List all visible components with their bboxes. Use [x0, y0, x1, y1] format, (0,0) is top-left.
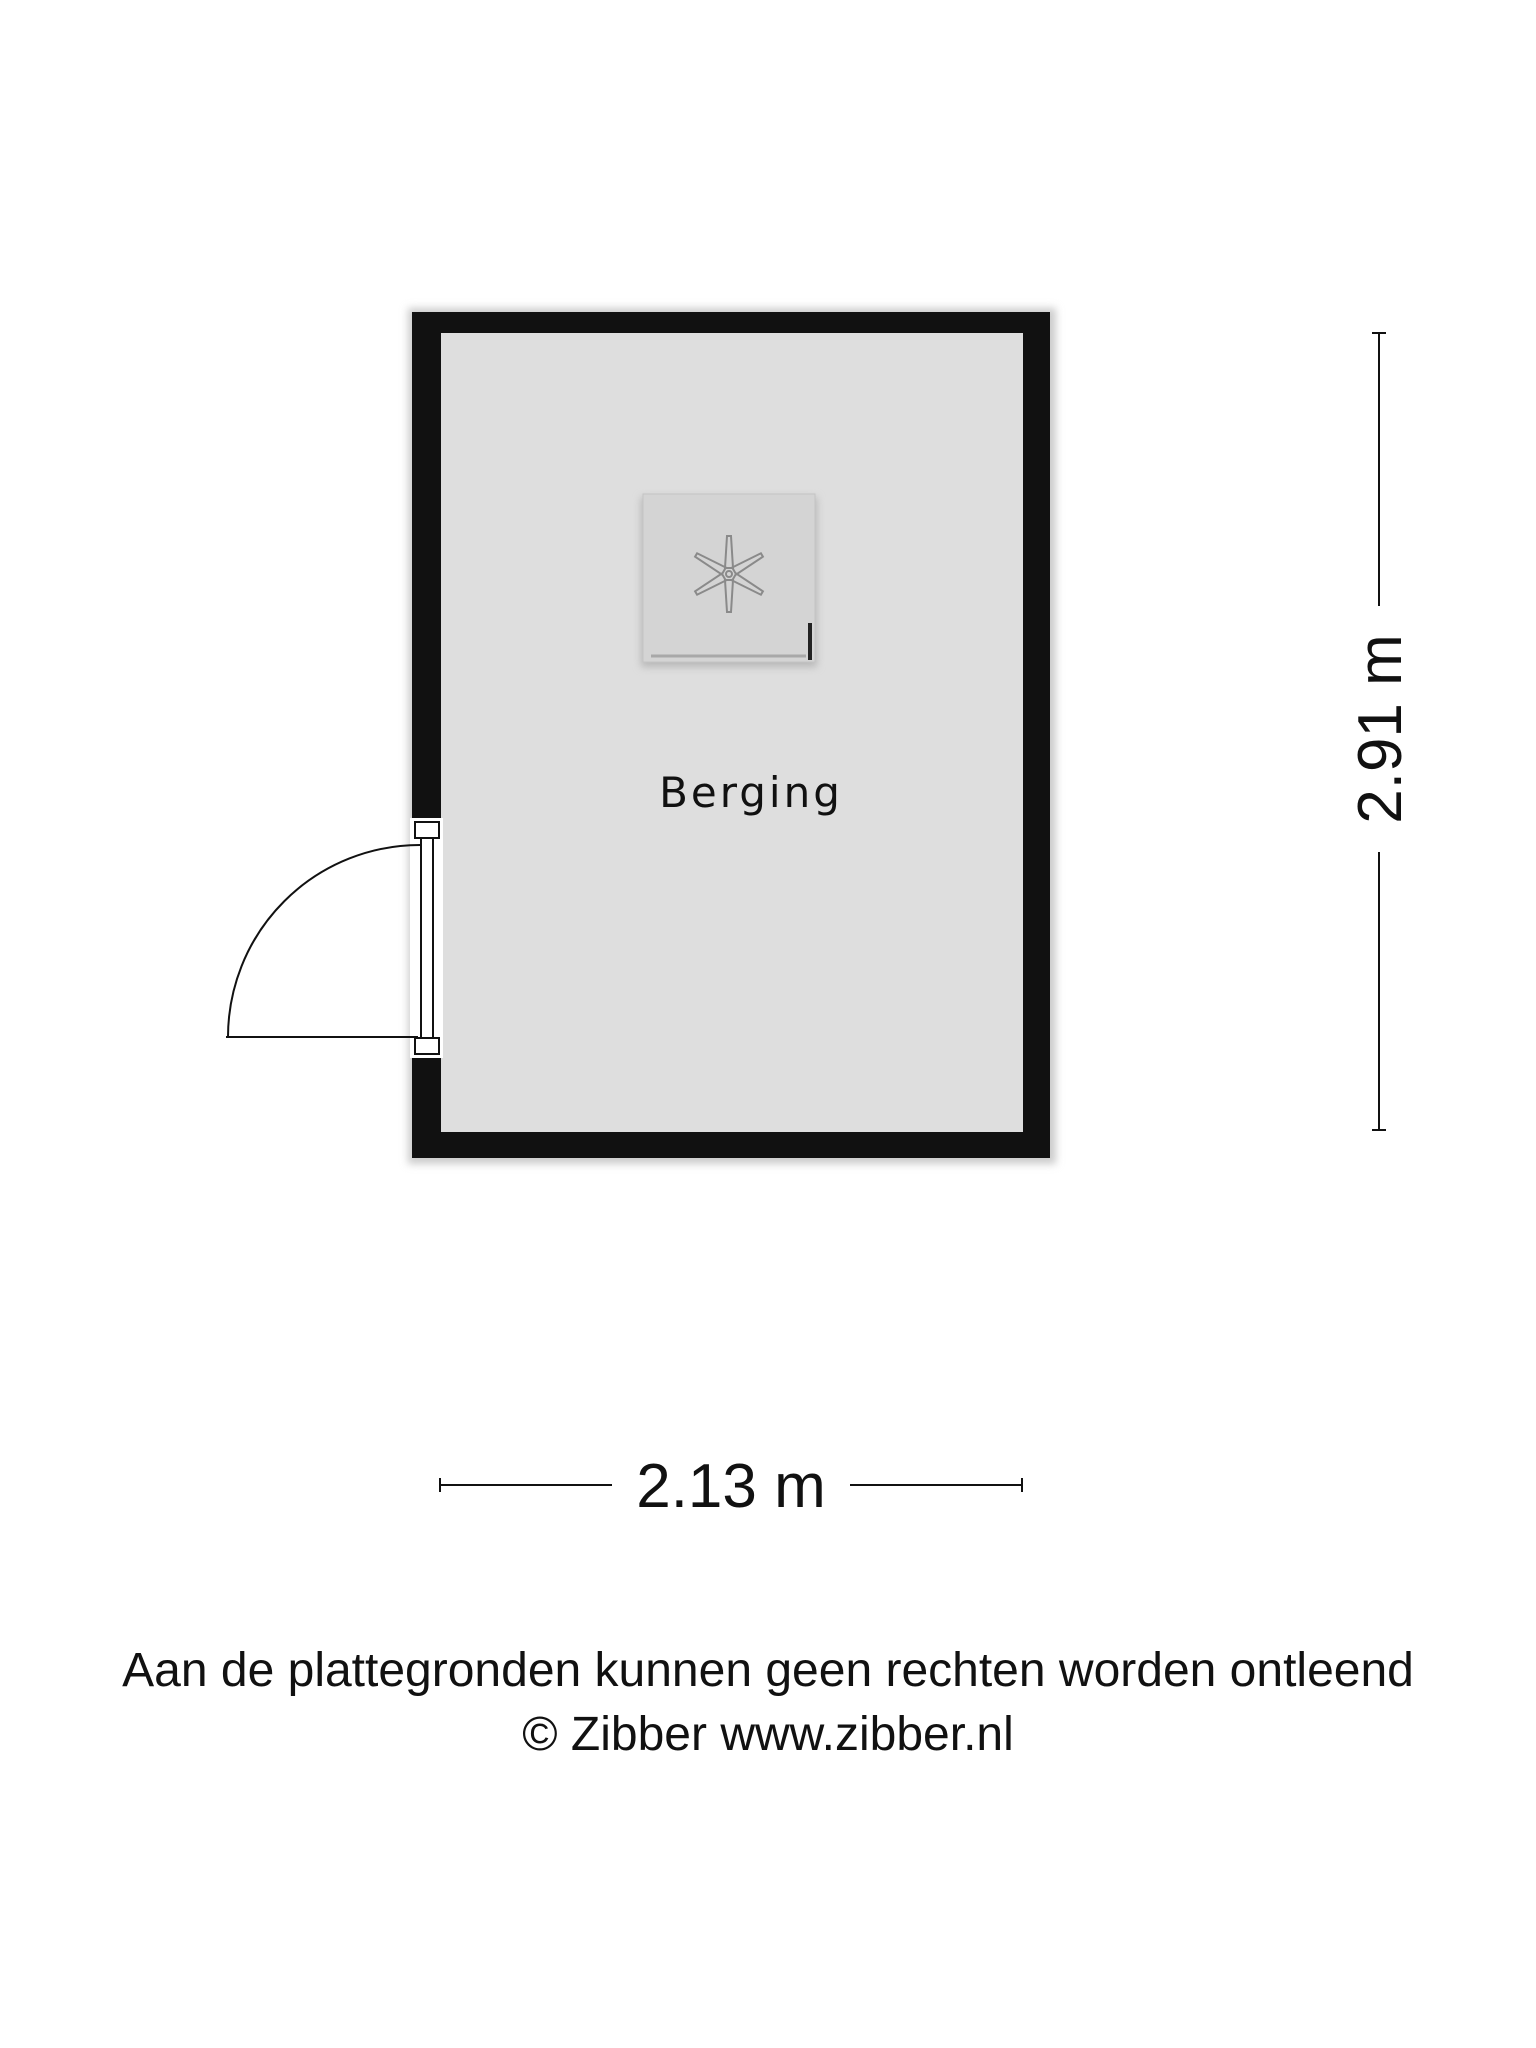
door-arc [228, 845, 420, 1037]
door-opening [410, 818, 443, 1058]
room-floor [441, 333, 1023, 1132]
disclaimer-text: Aan de plattegronden kunnen geen rechten worden ontleend [122, 1644, 1414, 1697]
door-frame-top [415, 822, 439, 838]
room-label: Berging [659, 768, 843, 817]
door-swing-icon [226, 845, 420, 1037]
copyright-text: © Zibber www.zibber.nl [522, 1708, 1014, 1761]
width-dimension-label: 2.13 m [636, 1452, 826, 1521]
door-frame-bottom [415, 1038, 439, 1054]
height-dimension-label: 2.91 m [1346, 634, 1415, 824]
